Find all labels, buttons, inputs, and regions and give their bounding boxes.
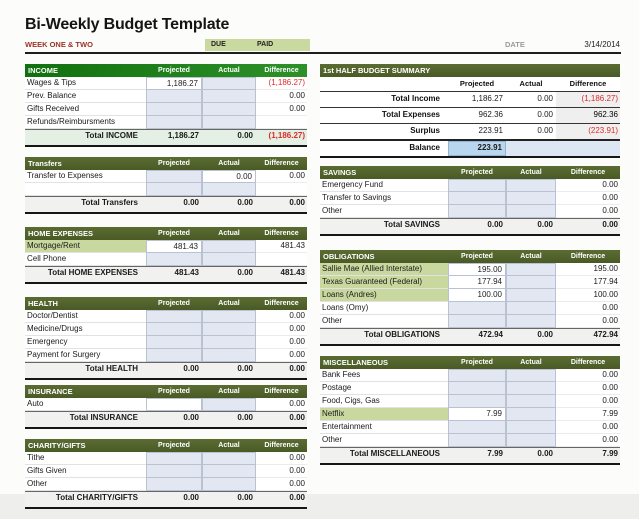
total-difference: 0.00 — [289, 198, 305, 207]
cell-difference: 0.00 — [256, 90, 307, 103]
cell-projected[interactable]: 100.00 — [448, 289, 506, 302]
cell-projected[interactable] — [146, 103, 202, 116]
summary-difference: (1,186.27) — [556, 92, 620, 107]
summary-difference — [556, 141, 620, 156]
summary-actual — [506, 141, 556, 156]
date-label: DATE — [505, 40, 525, 49]
section-title: HOME EXPENSES — [28, 229, 94, 238]
section-header-insurance — [25, 385, 307, 398]
total-actual: 0.00 — [237, 268, 253, 277]
section-title: MISCELLANEOUS — [323, 358, 389, 367]
row-label: Postage — [320, 382, 448, 395]
column-header-difference: Difference — [264, 67, 299, 74]
summary-row-surplus — [320, 124, 620, 141]
section-header-income — [25, 64, 307, 77]
total-label: Total INCOME — [85, 131, 138, 140]
cell-difference: 0.00 — [256, 398, 307, 411]
cell-projected[interactable] — [448, 382, 506, 395]
cell-difference: 0.00 — [556, 205, 620, 218]
cell-actual[interactable] — [506, 434, 556, 447]
row-label: Loans (Omy) — [320, 302, 448, 315]
cell-actual[interactable] — [506, 179, 556, 192]
row-label: Netflix — [320, 408, 448, 421]
column-header-projected: Projected — [158, 160, 190, 167]
cell-projected[interactable] — [146, 452, 202, 465]
table-row — [25, 465, 307, 478]
row-label: Prev. Balance — [25, 90, 146, 103]
date-value-cell[interactable]: 3/14/2014 — [584, 40, 620, 49]
summary-row-label: Total Income — [391, 94, 440, 103]
row-label: Refunds/Reimbursments — [25, 116, 146, 129]
section-header-obligations — [320, 250, 620, 263]
table-row — [25, 336, 307, 349]
summary-actual: 0.00 — [537, 94, 553, 103]
cell-difference: 0.00 — [256, 310, 307, 323]
table-row — [320, 315, 620, 328]
section-header-miscellaneous — [320, 356, 620, 369]
week-label: WEEK ONE & TWO — [25, 40, 93, 49]
cell-actual[interactable] — [506, 276, 556, 289]
summary-row-label: Total Expenses — [381, 110, 440, 119]
cell-projected[interactable] — [448, 179, 506, 192]
cell-actual[interactable] — [202, 336, 256, 349]
row-label: Tithe — [25, 452, 146, 465]
table-row — [25, 323, 307, 336]
cell-actual[interactable] — [506, 302, 556, 315]
table-row — [320, 382, 620, 395]
summary-row-total-income — [320, 92, 620, 108]
cell-actual[interactable] — [202, 310, 256, 323]
total-difference: 481.43 — [280, 268, 305, 277]
total-difference: 0.00 — [289, 413, 305, 422]
cell-actual[interactable] — [202, 103, 256, 116]
column-header-difference: Difference — [264, 388, 299, 395]
summary-row-label: Balance — [409, 143, 440, 152]
section-charity-gifts — [25, 439, 307, 509]
cell-projected[interactable] — [146, 323, 202, 336]
column-header-actual: Actual — [218, 230, 240, 237]
right-column — [320, 64, 620, 475]
section-miscellaneous — [320, 356, 620, 465]
section-title: Transfers — [28, 159, 62, 168]
cell-projected[interactable]: 7.99 — [448, 408, 506, 421]
due-column-label: DUE — [211, 41, 226, 48]
cell-actual[interactable] — [506, 263, 556, 276]
row-label: Other — [320, 315, 448, 328]
cell-actual[interactable] — [506, 421, 556, 434]
total-difference: 0.00 — [289, 493, 305, 502]
row-label: Gifts Received — [25, 103, 146, 116]
left-column — [25, 64, 307, 519]
table-row — [320, 205, 620, 218]
row-label: Wages & Tips — [25, 77, 146, 90]
summary-projected: 1,186.27 — [471, 94, 503, 103]
cell-actual[interactable] — [506, 382, 556, 395]
total-projected: 472.94 — [478, 330, 503, 339]
column-header-difference: Difference — [264, 300, 299, 307]
cell-projected[interactable] — [146, 478, 202, 491]
row-label — [25, 183, 146, 196]
summary-actual: 0.00 — [537, 110, 553, 119]
summary-row-balance — [320, 141, 620, 158]
cell-projected[interactable] — [146, 170, 202, 183]
cell-difference: 0.00 — [256, 170, 307, 183]
column-header-difference: Difference — [569, 79, 607, 88]
cell-projected[interactable]: 177.94 — [448, 276, 506, 289]
cell-difference: 0.00 — [556, 192, 620, 205]
cell-projected[interactable] — [448, 302, 506, 315]
row-label: Cell Phone — [25, 253, 146, 266]
total-label: Total OBLIGATIONS — [364, 330, 440, 339]
total-projected: 7.99 — [487, 449, 503, 458]
column-header-projected: Projected — [459, 79, 495, 88]
cell-difference: 0.00 — [256, 452, 307, 465]
total-projected: 0.00 — [183, 364, 199, 373]
total-label: Total CHARITY/GIFTS — [55, 493, 138, 502]
section-title: OBLIGATIONS — [323, 252, 375, 261]
cell-actual[interactable] — [202, 116, 256, 129]
cell-difference: 0.00 — [556, 302, 620, 315]
total-row — [25, 362, 307, 380]
row-label: Bank Fees — [320, 369, 448, 382]
cell-projected[interactable] — [448, 205, 506, 218]
table-row — [320, 289, 620, 302]
total-projected: 1,186.27 — [167, 131, 199, 140]
column-header-difference: Difference — [570, 359, 606, 366]
cell-difference: 0.00 — [256, 465, 307, 478]
cell-difference: 0.00 — [556, 179, 620, 192]
table-row — [320, 263, 620, 276]
cell-projected[interactable] — [146, 349, 202, 362]
section-health — [25, 297, 307, 380]
table-row — [320, 192, 620, 205]
cell-difference: 0.00 — [256, 323, 307, 336]
cell-projected[interactable] — [448, 421, 506, 434]
cell-difference: 0.00 — [556, 369, 620, 382]
table-row — [25, 452, 307, 465]
cell-projected[interactable]: 1,186.27 — [146, 77, 202, 90]
column-header-actual: Actual — [218, 300, 240, 307]
total-actual: 0.00 — [237, 198, 253, 207]
column-header-projected: Projected — [158, 300, 190, 307]
row-label: Gifts Given — [25, 465, 146, 478]
cell-difference: 0.00 — [256, 478, 307, 491]
cell-difference — [256, 116, 307, 129]
cell-difference: 481.43 — [256, 240, 307, 253]
cell-actual[interactable] — [202, 452, 256, 465]
column-header-actual: Actual — [520, 169, 542, 176]
row-label: Texas Guaranteed (Federal) — [320, 276, 448, 289]
cell-projected[interactable] — [448, 315, 506, 328]
total-projected: 0.00 — [183, 198, 199, 207]
cell-projected[interactable] — [146, 398, 202, 411]
header-rule — [25, 52, 621, 54]
cell-difference: 0.00 — [556, 421, 620, 434]
cell-actual[interactable] — [506, 315, 556, 328]
column-header-difference: Difference — [264, 230, 299, 237]
summary-difference: (223.91) — [556, 124, 620, 139]
cell-projected[interactable] — [146, 183, 202, 196]
table-row — [25, 183, 307, 196]
total-row — [25, 411, 307, 429]
row-label: Medicine/Drugs — [25, 323, 146, 336]
cell-difference: 0.00 — [556, 315, 620, 328]
column-header-difference: Difference — [264, 442, 299, 449]
column-header-projected: Projected — [461, 169, 493, 176]
cell-actual[interactable] — [202, 465, 256, 478]
cell-difference: 0.00 — [256, 336, 307, 349]
section-obligations — [320, 250, 620, 346]
summary-column-header-row — [320, 77, 620, 92]
section-title: INCOME — [28, 66, 58, 75]
cell-projected[interactable] — [146, 90, 202, 103]
cell-projected[interactable] — [146, 116, 202, 129]
cell-difference: 195.00 — [556, 263, 620, 276]
column-header-actual: Actual — [218, 67, 240, 74]
total-row — [25, 266, 307, 284]
section-title: CHARITY/GIFTS — [28, 441, 86, 450]
table-row — [25, 90, 307, 103]
total-actual: 0.00 — [537, 330, 553, 339]
cell-actual[interactable] — [202, 240, 256, 253]
column-header-difference: Difference — [264, 160, 299, 167]
table-row — [320, 369, 620, 382]
table-row — [320, 179, 620, 192]
row-label: Entertainment — [320, 421, 448, 434]
total-difference: 0.00 — [602, 220, 618, 229]
cell-difference — [256, 253, 307, 266]
table-row — [25, 170, 307, 183]
cell-actual[interactable] — [202, 77, 256, 90]
cell-actual[interactable] — [202, 349, 256, 362]
total-difference: (1,186.27) — [268, 131, 305, 140]
row-label: Payment for Surgery — [25, 349, 146, 362]
cell-actual[interactable] — [506, 395, 556, 408]
cell-difference: 0.00 — [256, 103, 307, 116]
column-header-actual: Actual — [519, 79, 543, 88]
paid-column-label: PAID — [257, 41, 274, 48]
section-header-home-expenses — [25, 227, 307, 240]
total-actual: 0.00 — [537, 220, 553, 229]
column-header-actual: Actual — [218, 442, 240, 449]
row-label: Auto — [25, 398, 146, 411]
total-actual: 0.00 — [537, 449, 553, 458]
cell-projected[interactable] — [448, 369, 506, 382]
total-actual: 0.00 — [237, 493, 253, 502]
table-row — [25, 398, 307, 411]
section-header-savings — [320, 166, 620, 179]
cell-actual[interactable] — [202, 183, 256, 196]
cell-difference: 177.94 — [556, 276, 620, 289]
row-label: Other — [25, 478, 146, 491]
table-row — [25, 349, 307, 362]
section-title: 1st HALF BUDGET SUMMARY — [323, 66, 431, 75]
table-row — [320, 302, 620, 315]
summary-difference: 962.36 — [556, 108, 620, 123]
cell-difference: 0.00 — [556, 395, 620, 408]
summary-actual: 0.00 — [537, 126, 553, 135]
cell-actual[interactable] — [202, 90, 256, 103]
column-header-actual: Actual — [218, 388, 240, 395]
row-label: Emergency Fund — [320, 179, 448, 192]
cell-actual[interactable] — [506, 192, 556, 205]
summary-projected: 223.91 — [478, 126, 503, 135]
total-row — [25, 196, 307, 214]
total-label: Total HEALTH — [85, 364, 138, 373]
column-header-projected: Projected — [158, 230, 190, 237]
cell-projected[interactable]: 481.43 — [146, 240, 202, 253]
section-title: INSURANCE — [28, 387, 73, 396]
table-row — [320, 421, 620, 434]
column-header-actual: Actual — [520, 359, 542, 366]
total-difference: 0.00 — [289, 364, 305, 373]
summary-projected: 962.36 — [478, 110, 503, 119]
cell-projected[interactable] — [448, 192, 506, 205]
table-row — [320, 408, 620, 421]
row-label: Doctor/Dentist — [25, 310, 146, 323]
cell-difference: 7.99 — [556, 408, 620, 421]
column-header-projected: Projected — [461, 359, 493, 366]
summary-row-label: Surplus — [410, 126, 440, 135]
section-header-charity-gifts — [25, 439, 307, 452]
total-difference: 472.94 — [593, 330, 618, 339]
cell-actual[interactable] — [506, 205, 556, 218]
table-row — [25, 77, 307, 90]
section-header-transfers — [25, 157, 307, 170]
table-row — [25, 310, 307, 323]
column-header-difference: Difference — [570, 253, 606, 260]
total-label: Total Transfers — [81, 198, 138, 207]
section-header-1st-half-budget-summary — [320, 64, 620, 77]
cell-difference: 0.00 — [256, 349, 307, 362]
table-row — [320, 395, 620, 408]
column-header-projected: Projected — [461, 253, 493, 260]
row-label: Food, Cigs, Gas — [320, 395, 448, 408]
cell-projected[interactable] — [146, 465, 202, 478]
total-actual: 0.00 — [237, 131, 253, 140]
column-header-projected: Projected — [158, 67, 190, 74]
page-title: Bi-Weekly Budget Template — [25, 16, 230, 33]
cell-actual[interactable] — [202, 478, 256, 491]
section-summary — [320, 64, 620, 158]
summary-header-spacer — [320, 77, 448, 91]
row-label: Other — [320, 434, 448, 447]
cell-difference: 0.00 — [556, 382, 620, 395]
total-actual: 0.00 — [237, 364, 253, 373]
total-row — [25, 129, 307, 147]
cell-actual[interactable] — [506, 408, 556, 421]
total-label: Total INSURANCE — [69, 413, 138, 422]
cell-projected[interactable] — [146, 253, 202, 266]
total-row — [320, 447, 620, 465]
row-label: Transfer to Expenses — [25, 170, 146, 183]
summary-row-total-expenses — [320, 108, 620, 124]
table-row — [320, 276, 620, 289]
cell-projected[interactable] — [448, 434, 506, 447]
cell-actual[interactable] — [202, 323, 256, 336]
column-header-projected: Projected — [158, 442, 190, 449]
section-header-health — [25, 297, 307, 310]
row-label: Other — [320, 205, 448, 218]
total-projected: 0.00 — [487, 220, 503, 229]
total-label: Total MISCELLANEOUS — [349, 449, 440, 458]
column-header-actual: Actual — [520, 253, 542, 260]
table-row — [320, 434, 620, 447]
table-row — [25, 253, 307, 266]
due-paid-band — [205, 39, 310, 51]
cell-actual[interactable] — [202, 253, 256, 266]
section-transfers — [25, 157, 307, 214]
table-row — [25, 116, 307, 129]
cell-projected[interactable] — [146, 310, 202, 323]
table-row — [25, 103, 307, 116]
cell-actual[interactable] — [506, 289, 556, 302]
total-row — [320, 218, 620, 236]
row-label: Mortgage/Rent — [25, 240, 146, 253]
row-label: Sallie Mae (Allied Interstate) — [320, 263, 448, 276]
cell-actual[interactable] — [506, 369, 556, 382]
summary-projected[interactable]: 223.91 — [448, 141, 506, 156]
cell-projected[interactable] — [448, 395, 506, 408]
cell-projected[interactable] — [146, 336, 202, 349]
total-row — [25, 491, 307, 509]
section-title: HEALTH — [28, 299, 58, 308]
section-insurance — [25, 385, 307, 429]
row-label: Emergency — [25, 336, 146, 349]
row-label: Transfer to Savings — [320, 192, 448, 205]
total-difference: 7.99 — [602, 449, 618, 458]
column-header-actual: Actual — [218, 160, 240, 167]
section-home-expenses — [25, 227, 307, 284]
cell-projected[interactable]: 195.00 — [448, 263, 506, 276]
total-projected: 0.00 — [183, 413, 199, 422]
row-label: Loans (Andres) — [320, 289, 448, 302]
total-label: Total HOME EXPENSES — [47, 268, 138, 277]
total-projected: 0.00 — [183, 493, 199, 502]
table-row — [25, 478, 307, 491]
total-actual: 0.00 — [237, 413, 253, 422]
column-header-projected: Projected — [158, 388, 190, 395]
section-savings — [320, 166, 620, 236]
table-row — [25, 240, 307, 253]
cell-actual[interactable] — [202, 398, 256, 411]
cell-actual[interactable]: 0.00 — [202, 170, 256, 183]
total-row — [320, 328, 620, 346]
column-header-difference: Difference — [570, 169, 606, 176]
cell-difference: 0.00 — [556, 434, 620, 447]
total-projected: 481.43 — [174, 268, 199, 277]
cell-difference: 100.00 — [556, 289, 620, 302]
total-label: Total SAVINGS — [383, 220, 440, 229]
cell-difference — [256, 183, 307, 196]
section-title: SAVINGS — [323, 168, 357, 177]
section-income — [25, 64, 307, 147]
cell-difference: (1,186.27) — [256, 77, 307, 90]
